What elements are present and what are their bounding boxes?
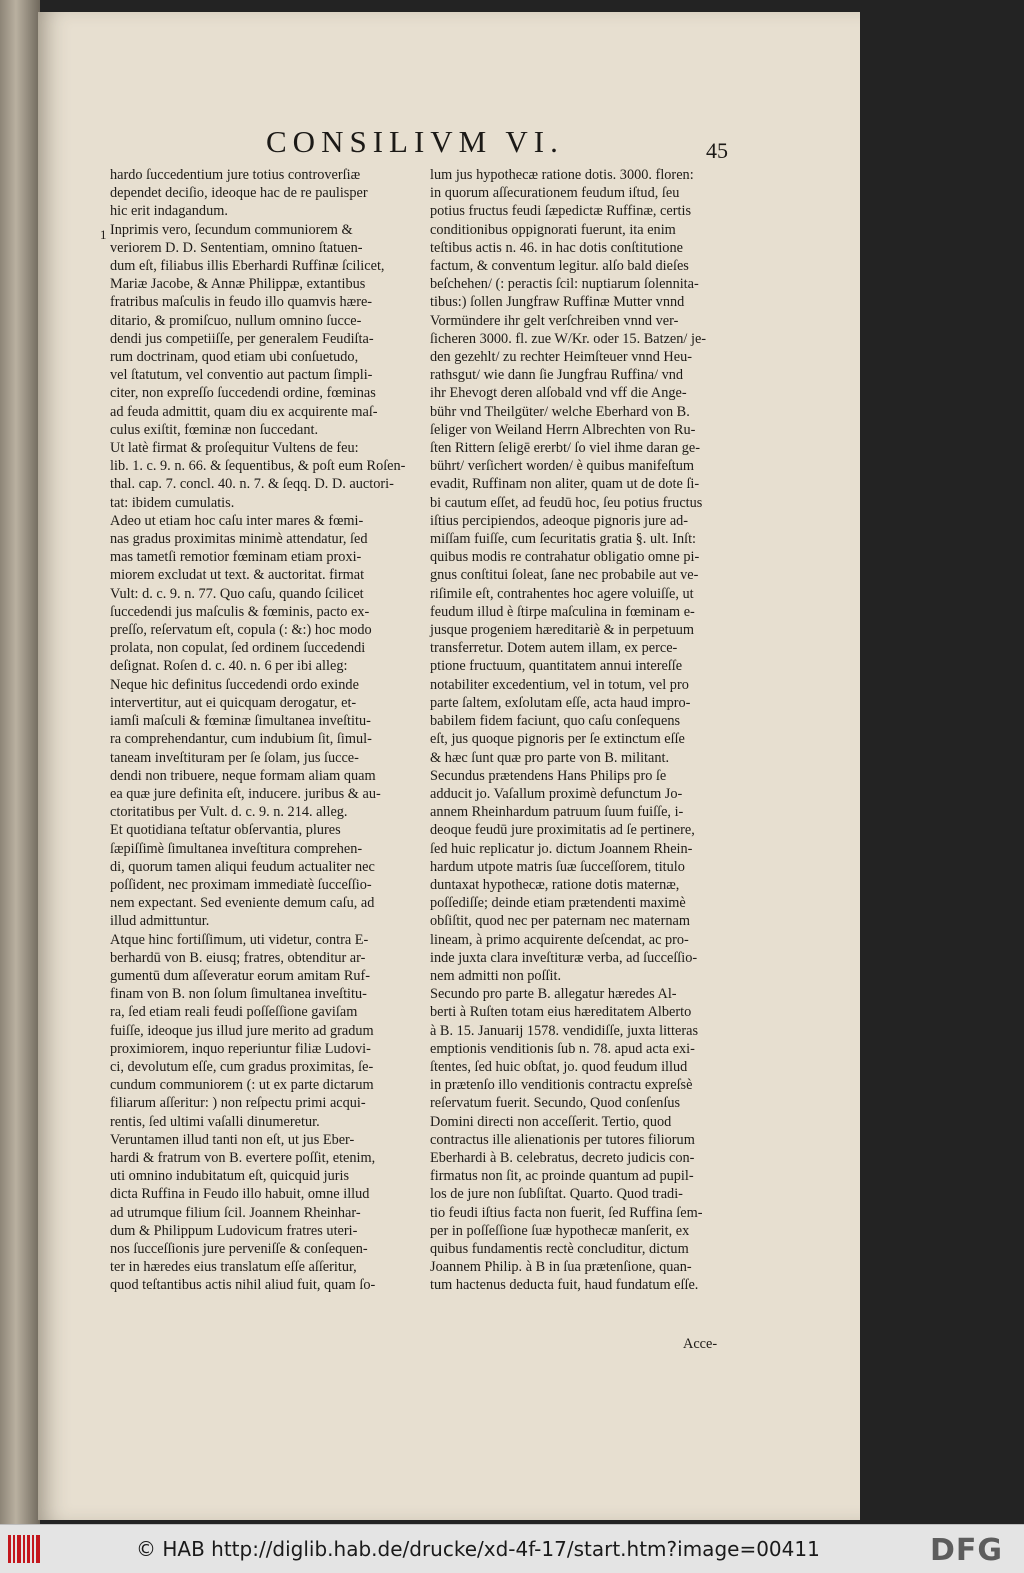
text-line: ſicheren 3000. fl. zue W/Kr. oder 15. Batzen/ je-: [430, 330, 707, 347]
text-line: duntaxat hypothecæ, ratione dotis maternæ,: [430, 876, 680, 893]
text-line: conditionibus oppignorati fuerunt, ita enim: [430, 221, 676, 238]
text-line: nas gradus proximitas minimè attendatur, ſed: [110, 531, 368, 548]
marginal-number: 1: [100, 227, 107, 242]
text-line: culus exiſtit, fœminæ non ſuccedant.: [110, 421, 319, 438]
text-line: babilem fidem faciunt, quo caſu conſequens: [430, 713, 681, 730]
text-line: taneam inveſtituram per ſe ſolam, jus ſucce-: [110, 749, 359, 766]
text-line: ra comprehendantur, cum indubium ſit, ſimul-: [110, 731, 372, 748]
text-line: prolata, non copulat, ſed ordinem ſuccedendi: [110, 640, 366, 657]
text-line: lineam, à primo acquirente deſcendat, ac pro-: [430, 931, 689, 948]
text-line: feudum illud è ſtirpe maſculina in fœminam e-: [430, 603, 695, 620]
text-line: den gezehlt/ zu rechter Heimſteuer vnnd Heu-: [430, 349, 692, 366]
text-line: Vormündere ihr gelt verſchreiben vnnd ver-: [430, 312, 679, 329]
text-line: ad utrumque filium ſcil. Joannem Rheinhar-: [110, 1204, 361, 1221]
text-line: ctoritatibus per Vult. d. c. 9. n. 214. alleg.: [110, 804, 348, 821]
text-line: hardum utpote matris ſuæ ſucceſſorem, titulo: [430, 858, 685, 875]
text-line: ſeliger von Weiland Herrn Albrechten von Ru-: [430, 421, 696, 438]
text-line: fuiſſe, ideoque jus illud jure merito ad gradum: [110, 1022, 374, 1039]
text-line: hardo ſuccedentium jure totius controverſiæ: [110, 167, 361, 183]
text-line: intervertitur, aut ei quicquam derogatur, et-: [110, 694, 357, 711]
text-line: evadit, Ruffinam non aliter, quam ut de dote ſi-: [430, 476, 700, 493]
text-line: tio feudi iſtius facta non fuerit, ſed Ruffina ſem-: [430, 1204, 703, 1221]
text-line: Veruntamen illud tanti non eſt, ut jus Eber-: [110, 1131, 355, 1148]
text-line: obſiſtit, quod nec per paternam nec maternam: [430, 913, 691, 930]
text-line: à B. 15. Januarij 1578. vendidiſſe, juxta litteras: [430, 1022, 699, 1039]
text-line: contractus ille alienationis per tutores filiorum: [430, 1131, 695, 1148]
text-line: ſæpiſſimè ſimultanea inveſtitura comprehen-: [110, 840, 363, 857]
text-line: rathsgut/ wie dann ſie Jungfrau Ruffina/ vnd: [430, 367, 684, 384]
text-line: Secundo pro parte B. allegatur hæredes Al-: [430, 986, 677, 1003]
text-line: ditario, & promiſcuo, nullum omnino ſucce-: [110, 312, 362, 329]
page-number: 45: [706, 138, 728, 163]
footer-bar: [0, 1524, 1024, 1573]
text-line: iamſi maſculi & fœminæ ſimultanea inveſtitu-: [110, 713, 371, 730]
text-line: tat: ibidem cumulatis.: [110, 494, 235, 511]
text-line: Vult: d. c. 9. n. 77. Quo caſu, quando ſcilicet: [110, 585, 364, 602]
text-line: nem expectant. Sed eveniente demum caſu, ad: [110, 895, 375, 912]
text-line: ra, ſed etiam reali feudi poſſeſſione gaviſam: [110, 1004, 358, 1021]
text-line: firmatus non ſit, ac proinde quantum ad pupil-: [430, 1168, 694, 1185]
text-line: thal. cap. 7. concl. 40. n. 7. & ſeqq. D. D. auctori-: [110, 476, 394, 493]
text-line: quibus modis re contrahatur obligatio omne pi-: [430, 549, 700, 566]
text-line: proximiorem, inquo reperiuntur filiæ Ludovi-: [110, 1040, 371, 1057]
text-line: notabiliter excedentium, vel in totum, vel pro: [430, 676, 689, 693]
text-line: finam von B. non ſolum ſimultanea inveſtitu-: [110, 986, 367, 1003]
text-line: adducit jo. Vaſallum proximè defunctum Jo-: [430, 785, 683, 802]
text-line: & hæc ſunt quæ pro parte von B. militant.: [430, 749, 670, 766]
text-line: reſervatum fuerit. Secundo, Quod conſenſus: [430, 1095, 681, 1112]
text-line: ci, devolutum eſſe, cum gradus proximitas, ſe-: [110, 1058, 374, 1075]
text-line: bi cautum eſſet, ad feudū hoc, ſeu potius fructus: [430, 494, 703, 511]
text-line: emptionis venditionis ſub n. 78. apud acta exi-: [430, 1040, 695, 1057]
text-line: dum eſt, filiabus illis Eberhardi Ruffinæ ſcilicet,: [110, 258, 385, 275]
text-line: transferretur. Dotem autem illam, ex perce-: [430, 640, 678, 657]
text-line: eſt, jus quoque pignoris per ſe extinctum eſſe: [430, 731, 685, 748]
text-line: Adeo ut etiam hoc caſu inter mares & fœmi-: [110, 512, 364, 529]
text-line: hardi & fratrum von B. evertere poſſit, etenim,: [110, 1149, 376, 1166]
text-line: dum & Philippum Ludovicum fratres uteri-: [110, 1222, 358, 1239]
text-line: illud admittuntur.: [110, 913, 210, 930]
text-line: Neque hic definitus ſuccedendi ordo exinde: [110, 676, 359, 693]
text-line: quod teſtantibus actis nihil aliud fuit, quam ſo-: [110, 1277, 376, 1294]
text-line: Joannem Philip. à B in ſua prætenſione, quan-: [430, 1259, 692, 1276]
text-line: nos ſucceſſionis jure perveniſſe & conſequen-: [110, 1240, 368, 1257]
text-column-right: [430, 166, 735, 1295]
text-line: Ut latè firmat & proſequitur Vultens de feu:: [110, 440, 359, 457]
text-line: dendi non tribuere, neque formam aliam quam: [110, 767, 376, 784]
text-line: deſignat. Roſen d. c. 40. n. 6 per ibi alleg:: [110, 658, 348, 675]
text-line: Inprimis vero, ſecundum communiorem &: [110, 221, 353, 238]
text-line: factum, & conventum legitur. alſo bald dieſes: [430, 258, 689, 275]
text-line: bühr vnd Theilgüter/ welche Eberhard von B.: [430, 403, 690, 420]
copyright-link[interactable]: © HAB http://diglib.hab.de/drucke/xd-4f-17/start.htm?image=00411: [136, 1537, 820, 1561]
text-line: ſtentes, ſed huic obſtat, jo. quod feudum illud: [430, 1058, 688, 1075]
text-line: miorem excludat ut text. & auctoritat. firmat: [110, 567, 365, 584]
catchword: Acce-: [683, 1336, 718, 1352]
text-line: filiarum aſſeritur: ) non reſpectu primi acqui-: [110, 1095, 366, 1112]
text-line: parte ſaltem, exſolutam eſſe, acta haud impro-: [430, 694, 691, 711]
text-line: teſtibus actis n. 46. in hac dotis conſtitutione: [430, 239, 683, 256]
text-line: ad feuda admittit, quam diu ex acquirente maſ-: [110, 403, 378, 420]
dfg-logo: DFG: [930, 1533, 1004, 1568]
text-line: gnus conſtitui ſoleat, ſane nec probabile aut ve-: [430, 567, 699, 584]
text-line: annem Rheinhardum patruum ſuum fuiſſe, i-: [430, 804, 684, 821]
text-column-left: [110, 166, 410, 1295]
text-line: dicta Ruffina in Feudo illo habuit, omne illud: [110, 1186, 370, 1203]
text-line: poſſident, nec proximam immediatè ſucceſſio-: [110, 876, 372, 893]
text-line: preſſo, reſervatum eſt, copula (: &:) hoc modo: [110, 622, 372, 639]
text-line: hic erit indagandum.: [110, 203, 228, 220]
book-edge: [0, 0, 40, 1524]
text-line: fratribus maſculis in feudo illo quamvis hære-: [110, 294, 373, 311]
text-line: veriorem D. D. Sententiam, omnino ſtatuen-: [110, 239, 363, 256]
text-line: berhardū von B. eiusq; fratres, obtenditur ar-: [110, 949, 366, 966]
text-line: ſten Rittern ſeligē ererbt/ ſo viel ihme daran ge-: [430, 440, 700, 457]
text-line: poſſediſſe; deinde etiam prætendenti maximè: [430, 895, 686, 912]
text-line: tibus:) ſollen Jungfraw Ruffinæ Mutter vnnd: [430, 294, 685, 311]
text-line: Mariæ Jacobe, & Annæ Philippæ, extantibus: [110, 276, 366, 293]
text-line: rum doctrinam, quod etiam ubi conſuetudo,: [110, 349, 359, 366]
text-line: berti à Ruſten totam eius hæreditatem Alberto: [430, 1004, 692, 1021]
text-line: bührt/ verſichert worden/ è quibus manifeſtum: [430, 458, 695, 475]
text-line: potius fructus feudi ſæpedictæ Ruffinæ, certis: [430, 203, 692, 220]
text-line: lum jus hypothecæ ratione dotis. 3000. floren:: [430, 167, 694, 183]
text-line: ſuccedendi jus maſculis & fœminis, pacto ex-: [110, 603, 370, 620]
text-line: Atque hinc fortiſſimum, uti videtur, contra E-: [110, 931, 369, 948]
text-line: per in poſſeſſione ſuæ hypothecæ manſerit, ex: [430, 1222, 690, 1239]
text-line: mas tametſi remotior fœminam etiam proxi-: [110, 549, 362, 566]
text-line: quibus fundamentis rectè concluditur, dictum: [430, 1240, 689, 1257]
barcode-icon: [8, 1535, 42, 1563]
text-line: dependet deciſio, ideoque hac de re paulisper: [110, 185, 368, 202]
text-line: Eberhardi à B. celebratus, decreto judicis con-: [430, 1149, 695, 1166]
text-line: rentis, ſed ultimi vaſalli dinumeretur.: [110, 1113, 320, 1130]
text-line: cundum communiorem (: ut ex parte dictarum: [110, 1077, 374, 1094]
text-line: in quorum aſſecurationem feudum iſtud, ſeu: [430, 185, 680, 202]
text-line: dendi jus competiiſſe, per generalem Feudiſta-: [110, 330, 374, 347]
text-line: gumentū dum aſſeveratur eorum amitam Ruf-: [110, 967, 371, 984]
text-line: iſtius percipiendos, adeoque pignoris jure ad-: [430, 512, 689, 529]
text-line: ptione fructuum, quantitatem annui intereſſe: [430, 658, 683, 675]
text-line: Secundus prætendens Hans Philips pro ſe: [430, 767, 667, 784]
text-line: miſſam fuiſſe, cum ſecuritatis gratia §. ult. Inſt:: [430, 531, 697, 548]
text-line: citer, non expreſſo ſuccedendi ordine, fœminas: [110, 385, 376, 402]
running-head: CONSILIVM VI.: [266, 124, 564, 159]
text-line: inde juxta clara inveſtituræ verba, ad ſucceſſio-: [430, 949, 698, 966]
text-line: Et quotidiana teſtatur obſervantia, plures: [110, 822, 341, 839]
text-line: nem admitti non poſſit.: [430, 967, 562, 984]
text-line: ihr Ehevogt deren alſobald vnd vff die Ange-: [430, 385, 687, 402]
text-line: beſchehen/ (: peractis ſcil: nuptiarum ſolennita-: [430, 276, 699, 293]
text-line: jusque progeniem hæreditariè & in perpetuum: [430, 622, 695, 639]
text-line: vel ſtatutum, vel conventio aut pactum ſimpli-: [110, 367, 373, 384]
text-line: ſed huic replicatur jo. dictum Joannem Rhein-: [430, 840, 693, 857]
text-line: di, quorum tamen aliqui feudum actualiter nec: [110, 858, 375, 875]
text-line: uti omnino indubitatum eſt, quicquid juris: [110, 1168, 350, 1185]
text-line: deoque feudū jure proximitatis ad ſe pertinere,: [430, 822, 695, 839]
text-line: ea quæ jure definita eſt, inducere. juribus & au-: [110, 785, 381, 802]
text-line: los de jure non ſubſiſtat. Quarto. Quod tradi-: [430, 1186, 683, 1203]
text-line: ter in hæredes eius translatum eſſe aſſeritur,: [110, 1259, 357, 1276]
text-line: tum hactenus deducta fuit, haud fundatum eſſe.: [430, 1277, 699, 1294]
text-line: riſimile eſt, contrahentes hoc agere voluiſſe, ut: [430, 585, 694, 602]
text-line: in prætenſo illo venditionis contractu expreſsè: [430, 1077, 693, 1094]
text-line: Domini directi non acceſſerit. Tertio, quod: [430, 1113, 672, 1130]
text-line: lib. 1. c. 9. n. 66. & ſequentibus, & poſt eum Roſen-: [110, 458, 406, 475]
